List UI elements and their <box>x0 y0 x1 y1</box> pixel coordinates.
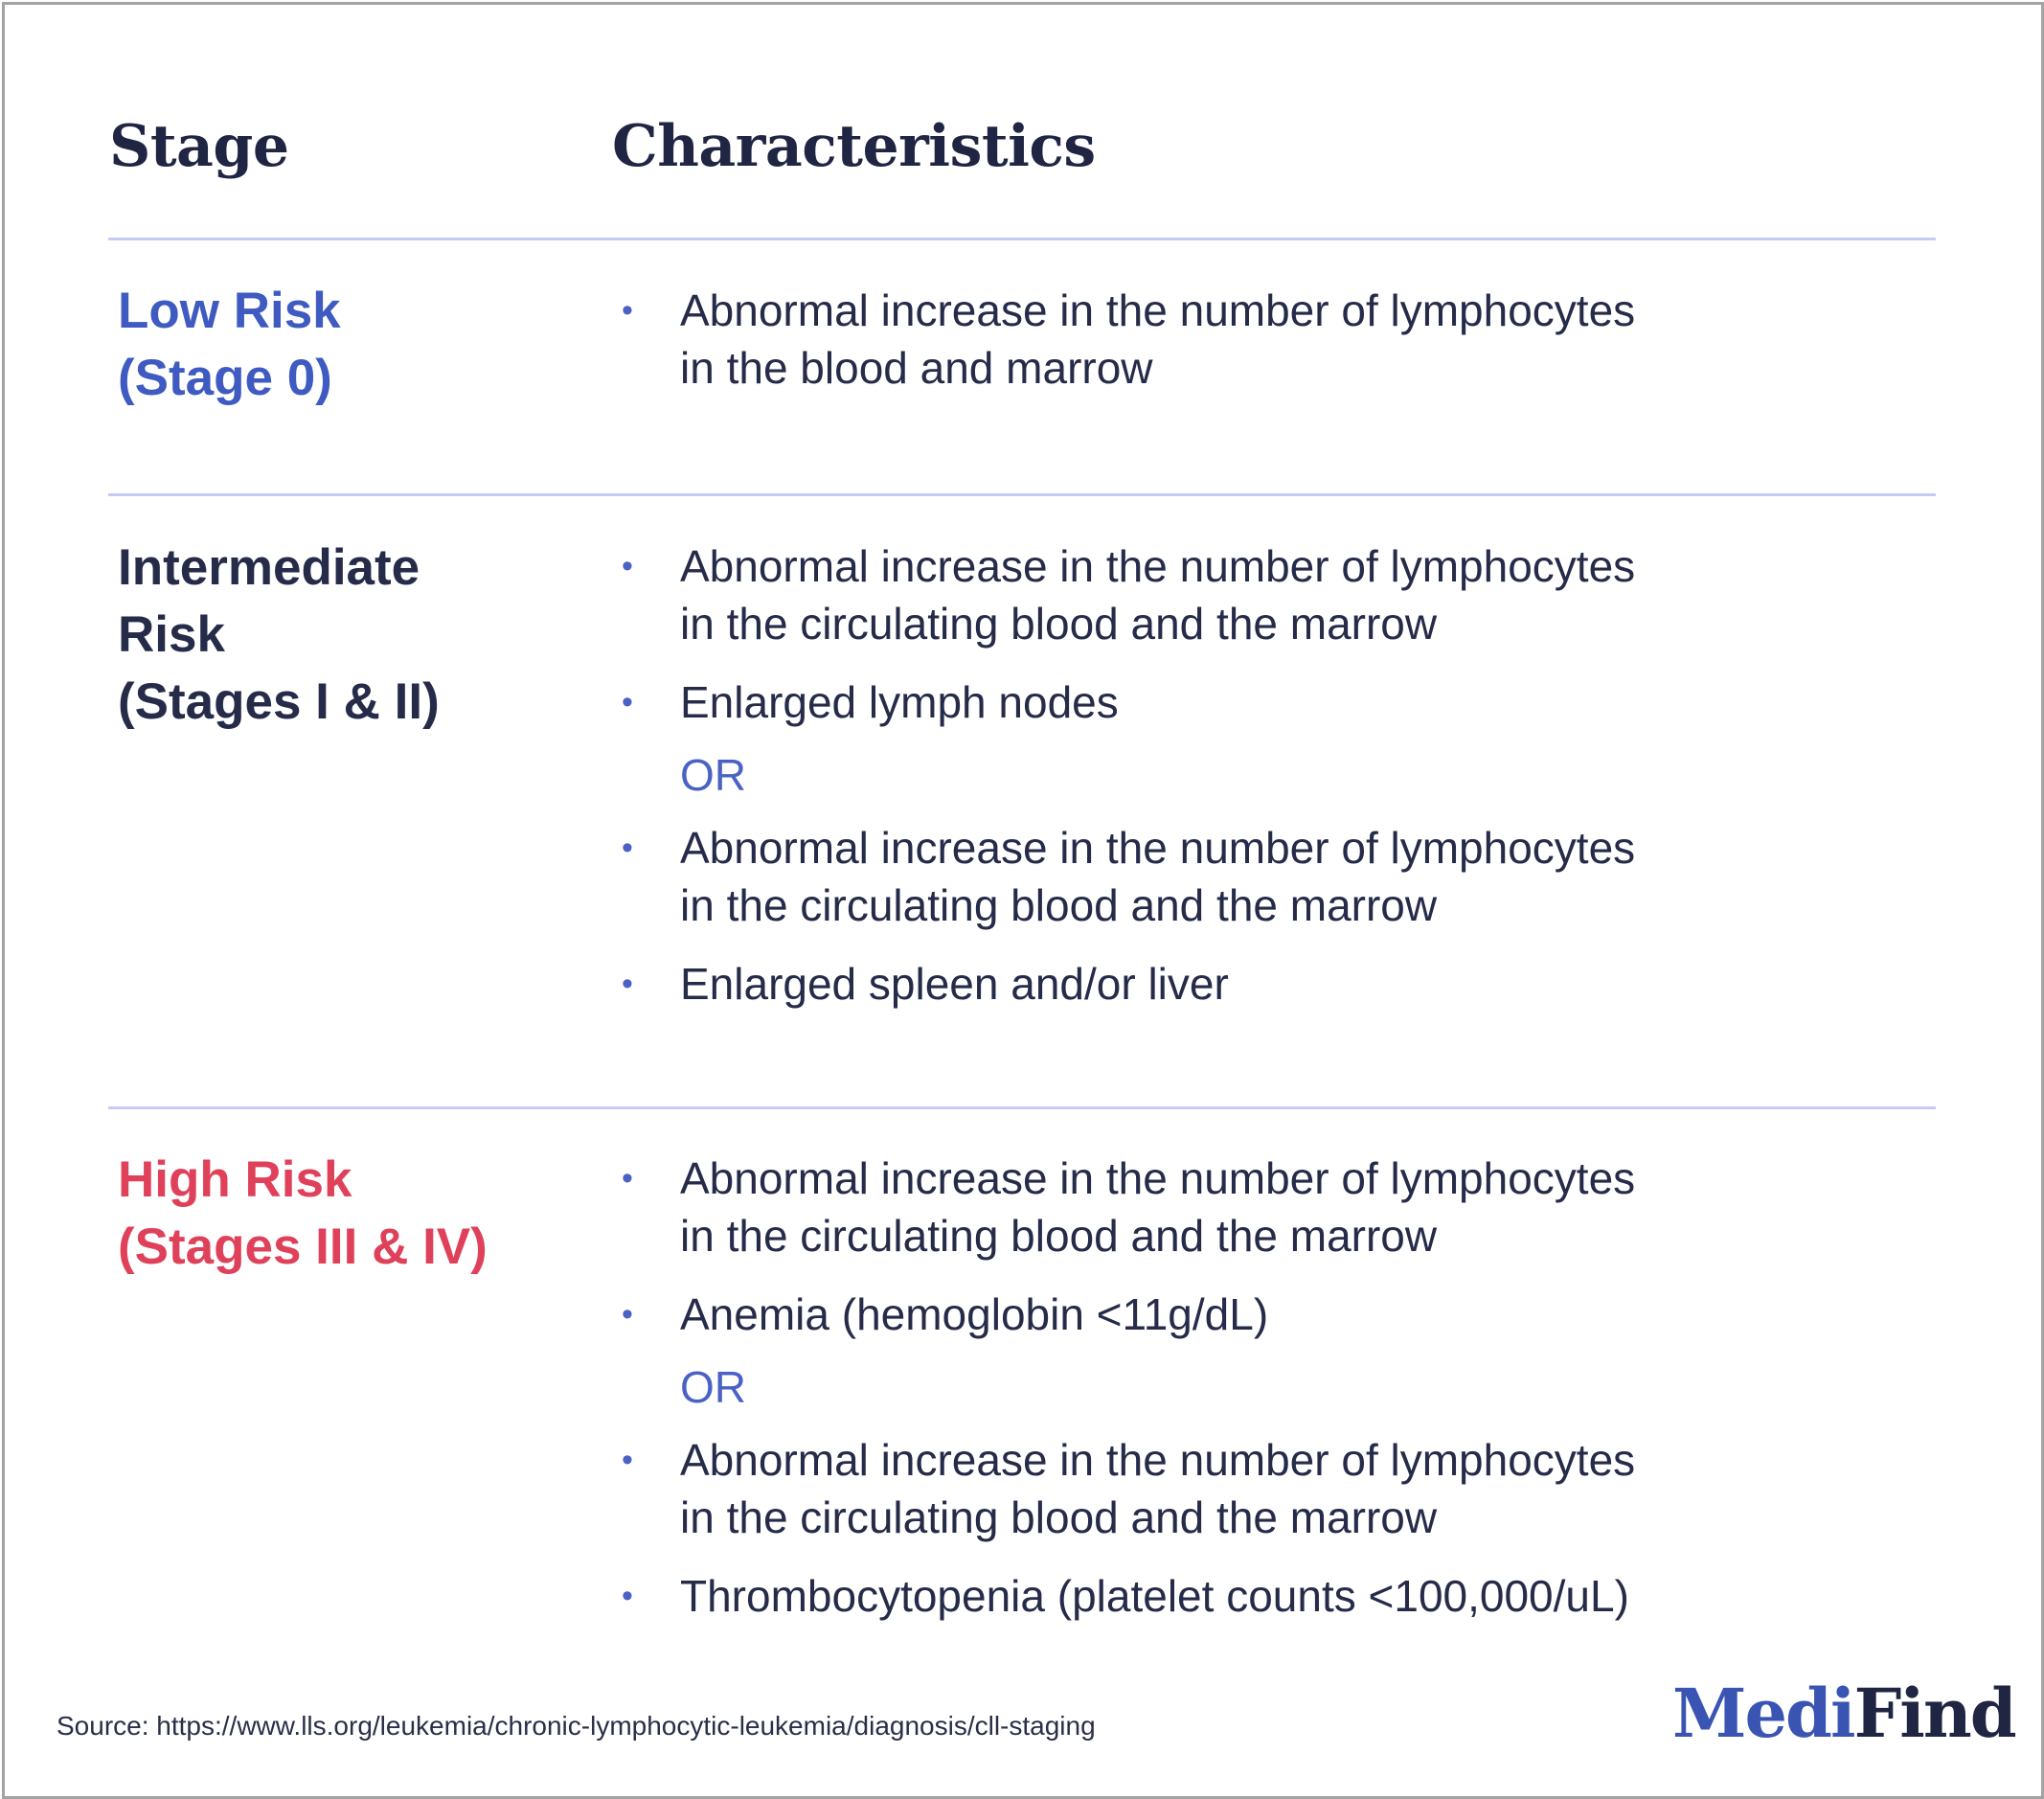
row-divider <box>108 493 1936 496</box>
characteristics-list-high-risk <box>613 1150 1762 1646</box>
row-divider <box>108 238 1936 240</box>
or-text: OR <box>680 750 746 800</box>
bullet-icon: • <box>622 548 633 584</box>
bullet-icon: • <box>622 1160 633 1196</box>
list-item <box>613 1286 1762 1343</box>
list-item <box>613 1150 1762 1264</box>
logo-text-medi: Medi <box>1672 1674 1854 1753</box>
list-item-text: Abnormal increase in the number of lymphocytes in the blood and marrow <box>680 285 1636 393</box>
source-citation: Source: https://www.lls.org/leukemia/chronic-lymphocytic-leukemia/diagnosis/cll-staging <box>57 1711 1096 1741</box>
list-item-text: Thrombocytopenia (platelet counts <100,000/uL) <box>680 1571 1629 1621</box>
characteristics-list-low-risk <box>613 282 1762 418</box>
characteristics-column-header: Characteristics <box>612 113 1096 180</box>
list-item <box>613 673 1762 731</box>
bullet-icon: • <box>622 966 633 1002</box>
list-item <box>613 819 1762 934</box>
list-item-text: Anemia (hemoglobin <11g/dL) <box>680 1289 1269 1339</box>
list-item-text: Abnormal increase in the number of lymphocytes in the circulating blood and the marrow <box>680 541 1636 649</box>
list-item <box>613 282 1762 397</box>
bullet-icon: • <box>622 830 633 866</box>
logo-text-find: Find <box>1853 1674 2015 1753</box>
stage-column-header: Stage <box>109 113 289 180</box>
medifind-logo <box>1672 1674 2015 1753</box>
or-separator <box>613 746 1762 804</box>
bullet-icon: • <box>622 1296 633 1332</box>
list-item <box>613 1431 1762 1546</box>
list-item-text: Enlarged lymph nodes <box>680 677 1119 727</box>
list-item-text: Enlarged spleen and/or liver <box>680 959 1229 1009</box>
stage-label-high-risk: High Risk (Stages III & IV) <box>118 1151 488 1275</box>
bullet-icon: • <box>622 1442 633 1478</box>
stage-label-low-risk: Low Risk (Stage 0) <box>118 283 341 406</box>
stage-label-intermediate-risk: Intermediate Risk (Stages I & II) <box>118 539 440 730</box>
characteristics-list-intermediate-risk <box>613 537 1762 1034</box>
or-separator <box>613 1358 1762 1416</box>
list-item <box>613 955 1762 1013</box>
bullet-icon: • <box>622 684 633 720</box>
bullet-icon: • <box>622 292 633 329</box>
list-item <box>613 1567 1762 1625</box>
bullet-icon: • <box>622 1578 633 1614</box>
list-item-text: Abnormal increase in the number of lymphocytes in the circulating blood and the marrow <box>680 823 1636 930</box>
list-item <box>613 537 1762 652</box>
row-divider <box>108 1106 1936 1109</box>
list-item-text: Abnormal increase in the number of lymphocytes in the circulating blood and the marrow <box>680 1435 1636 1542</box>
list-item-text: Abnormal increase in the number of lymphocytes in the circulating blood and the marrow <box>680 1153 1636 1261</box>
or-text: OR <box>680 1362 746 1412</box>
